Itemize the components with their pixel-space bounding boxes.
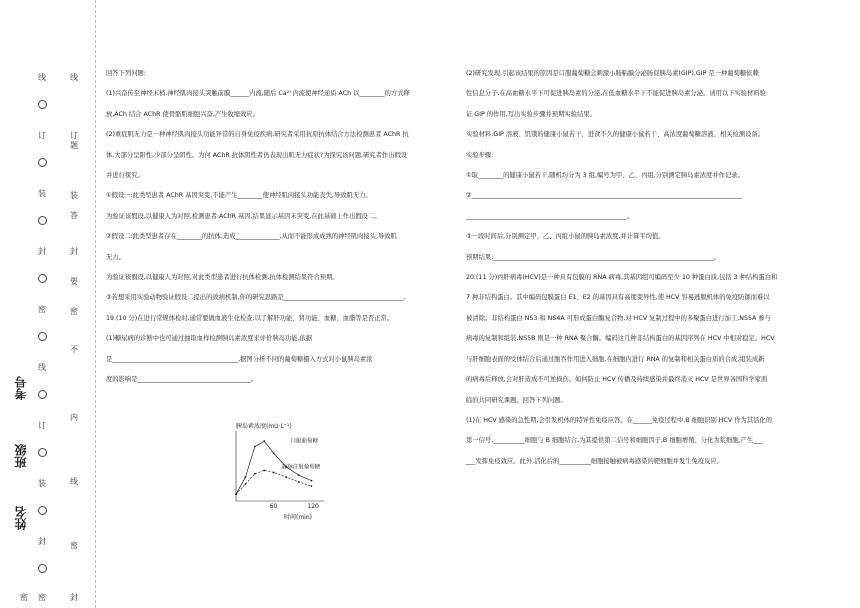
binding-circle: [38, 100, 47, 109]
binding-circle: [38, 448, 47, 457]
text-line: 为验证该假设,以健康人为对照,对此类型患者进行抗体检测,抗体检测结果符合预期。: [106, 274, 339, 282]
text-line: 回答下列问题:: [106, 70, 146, 77]
text-line: ___________________________________________________。: [466, 212, 633, 220]
far-left-char: 密: [20, 593, 28, 602]
text-line: 被清除。非结构蛋白 NS3 和 NS4A 可形成蛋白酶复合物,对 HCV 复制过程中的多聚蛋白进行加工,NS5A 参与: [466, 314, 771, 322]
binding-char: 线: [38, 73, 46, 82]
data-point: [254, 446, 256, 448]
text-line: 19.(10 分)在进行常规体检时,通常要做血液生化检查,以了解肝功能、肾功能、血糖、血脂等是否正常。: [106, 314, 394, 322]
binding-char: 装: [38, 189, 46, 198]
binding-char: 线: [38, 363, 46, 372]
binding-inner-char: 题: [70, 141, 78, 150]
series-line: [236, 470, 311, 494]
text-line: 预期结果:______________________________________________________________________。: [466, 253, 720, 261]
x-tick-label: 60: [269, 503, 278, 510]
binding-circle: [38, 506, 47, 515]
insulin-chart: [224, 419, 334, 523]
binding-inner-char: 要: [70, 277, 78, 286]
binding-circle: [38, 564, 47, 573]
text-line: 临的共同研究课题。回答下列问题。: [466, 396, 567, 404]
data-point: [245, 483, 247, 485]
data-point: [254, 473, 256, 475]
series-label: 口服葡萄糖: [290, 438, 319, 445]
text-line: 无力。: [106, 253, 125, 261]
binding-inner-char: 密: [70, 541, 78, 550]
text-line: (2)重症肌无力是一种神经肌肉接头功能异常的自身免疫疾病,研究者采用抗原抗体结合方法检测患者 AChR 抗: [106, 131, 409, 139]
binding-margin: [0, 0, 90, 608]
binding-char: 订: [38, 421, 46, 430]
text-line: ②______________________________________________________________________________________: [466, 192, 743, 200]
text-line: 实验步骤:: [466, 151, 494, 159]
text-line: 7 种非结构蛋白。其中编码包膜蛋白 E1、E2 的基因具有高度变异性,使 HCV 容易逃脱机体的免疫防御而难以: [466, 294, 770, 302]
text-line: 为验证该假设,以健康人为对照,检测患者 AChR 基因,结果显示基因未突变,在此基础上作出假设二。: [106, 212, 381, 220]
data-point: [273, 453, 275, 455]
name-label: 姓名: [14, 506, 28, 530]
binding-inner-char: 线: [70, 477, 78, 486]
text-line: 与肝细胞表面的受体结合后通过胞吞作用进入细胞,在细胞内进行 RNA 的复制和相关蛋白质的合成,组装成新: [466, 355, 765, 363]
data-point: [273, 472, 275, 474]
text-line: 放,ACh 结合 AChR 使骨骼肌细胞兴奋,产生收缩效应。: [106, 110, 259, 118]
binding-dashed-line: [95, 0, 96, 608]
text-line: ③一段时间后,分别测定甲、乙、丙组小鼠的胰岛素浓度,并计算平均值。: [466, 233, 665, 241]
binding-char: 密: [38, 305, 46, 314]
x-tick-label: 120: [307, 503, 319, 510]
text-line: 体,大部分呈阳性,少部分呈阴性。为何 AChR 抗体阴性者仍表现出肌无力症状?为探究该问题,研究者作出假设: [106, 151, 408, 159]
data-point: [235, 493, 237, 495]
binding-inner-char: 线: [70, 73, 78, 82]
text-line: ②假设二:此类型患者存在________的抗体,造成______________,从而不能形成成熟的神经肌肉接头,导致肌: [106, 233, 397, 241]
data-point: [311, 480, 313, 482]
binding-circle: [38, 216, 47, 225]
exam-number-label: 考号: [14, 376, 28, 400]
text-line: 度的影响是____________________________________。: [106, 376, 258, 384]
text-line: 证 GIP 的作用,写出实验步骤并预期实验结果。: [466, 110, 596, 118]
text-line: (1)糖尿病的诊断中也可通过抽取血样检测胰岛素浓度来评价胰岛功能,依据: [106, 335, 313, 343]
series-label: 静脉注射葡萄糖: [281, 464, 321, 471]
binding-char: 封: [38, 247, 46, 256]
text-line: ___发挥免疫效应。此外,活化后的__________细胞接触被病毒感染的靶细胞并发生免疫反应。: [466, 457, 724, 465]
binding-char: 密: [38, 593, 46, 602]
data-point: [245, 476, 247, 478]
binding-inner-char: 密: [70, 307, 78, 316]
binding-circle: [38, 274, 47, 283]
text-line: 性信息分子,在高血糖水平下可促进胰岛素的分泌,在低血糖水平下不能促进胰岛素分泌。请用以下实验材料验: [466, 90, 766, 98]
binding-inner-char: 不: [70, 345, 78, 354]
text-line: (1)在 HCV 感染的急性期,会引发机体的特异性免疫应答。在______免疫过程中,B 细胞识别 HCV 作为其活化的: [466, 416, 773, 424]
binding-inner-char: 内: [70, 413, 78, 422]
x-axis-label: 时间(min): [284, 514, 312, 521]
text-line: 的病毒后释放,会对肝造成不可逆损伤。如何防止 HCV 传播及持续感染并最终消灭 HCV 是世界各国科学家面: [466, 376, 768, 384]
binding-inner-char: 封: [70, 247, 78, 256]
text-line: ①取________的健康小鼠若干,随机均分为 3 组,编号为甲、乙、丙组,分别测定胰岛素浓度并作记录。: [466, 172, 744, 180]
binding-circle: [38, 332, 47, 341]
binding-inner-char: 装: [70, 191, 78, 200]
text-line: 并进行探究。: [106, 172, 144, 180]
binding-char: 封: [38, 537, 46, 546]
right-column: [466, 64, 812, 472]
data-point: [311, 485, 313, 487]
text-line: 实验材料:GIP 溶液、饥饿的健康小鼠若干、进食不久的健康小鼠若干、高浓度葡萄糖溶液、相关检测设备。: [466, 131, 765, 139]
text-line: 是________________________________________,据图分析不同的葡萄糖摄入方式对小鼠胰岛素浓: [106, 355, 373, 363]
text-line: 第一信号,__________细胞与 B 细胞结合,为其提供第二信号和细胞因子,B 细胞增殖、分化为浆细胞,产生___: [466, 437, 763, 445]
binding-char: 装: [38, 479, 46, 488]
binding-inner-char: 封: [70, 593, 78, 602]
text-line: ③若想采用实验动物验证假设二提出的致病机制,你的研究思路是______________________________________。: [106, 294, 410, 302]
binding-circle: [38, 158, 47, 167]
class-label: 班级: [14, 444, 28, 468]
left-column: [106, 64, 452, 391]
y-axis-label: 胰岛素浓度(mU·L⁻¹): [236, 423, 292, 430]
text-line: 20.(11 分)丙肝病毒(HCV)是一种具有包膜的 RNA 病毒,其基因组可编码至少 10 种蛋白质,包括 3 种结构蛋白和: [466, 274, 778, 282]
data-point: [298, 481, 300, 483]
data-point: [263, 440, 265, 442]
binding-inner-char: 订: [70, 131, 78, 140]
text-line: ①假设一:此类型患者 AChR 基因突变,不能产生________使神经肌肉接头功能丧失,导致肌无力。: [106, 192, 372, 200]
data-point: [263, 470, 265, 472]
data-point: [285, 476, 287, 478]
binding-inner-char: 答: [70, 211, 78, 220]
binding-circle: [38, 390, 47, 399]
text-line: 病毒的复制和组装,NS5B 则是一种 RNA 聚合酶。编码这几种非结构蛋白的基因序列在 HCV 中相对稳定。HCV: [466, 335, 775, 343]
text-line: (1)兴奋传至神经末梢,神经肌肉接头突触前膜______内流,随后 Ca²⁺内流使神经递质 ACh 以________的方式释: [106, 90, 410, 98]
data-point: [298, 474, 300, 476]
binding-char: 订: [38, 131, 46, 140]
text-line: (2)研究发现,引起该结果的原因是口服葡萄糖会刺激小肠粘膜分泌肠促胰岛素(GIP),GIP 是一种葡萄糖依赖: [466, 70, 759, 77]
